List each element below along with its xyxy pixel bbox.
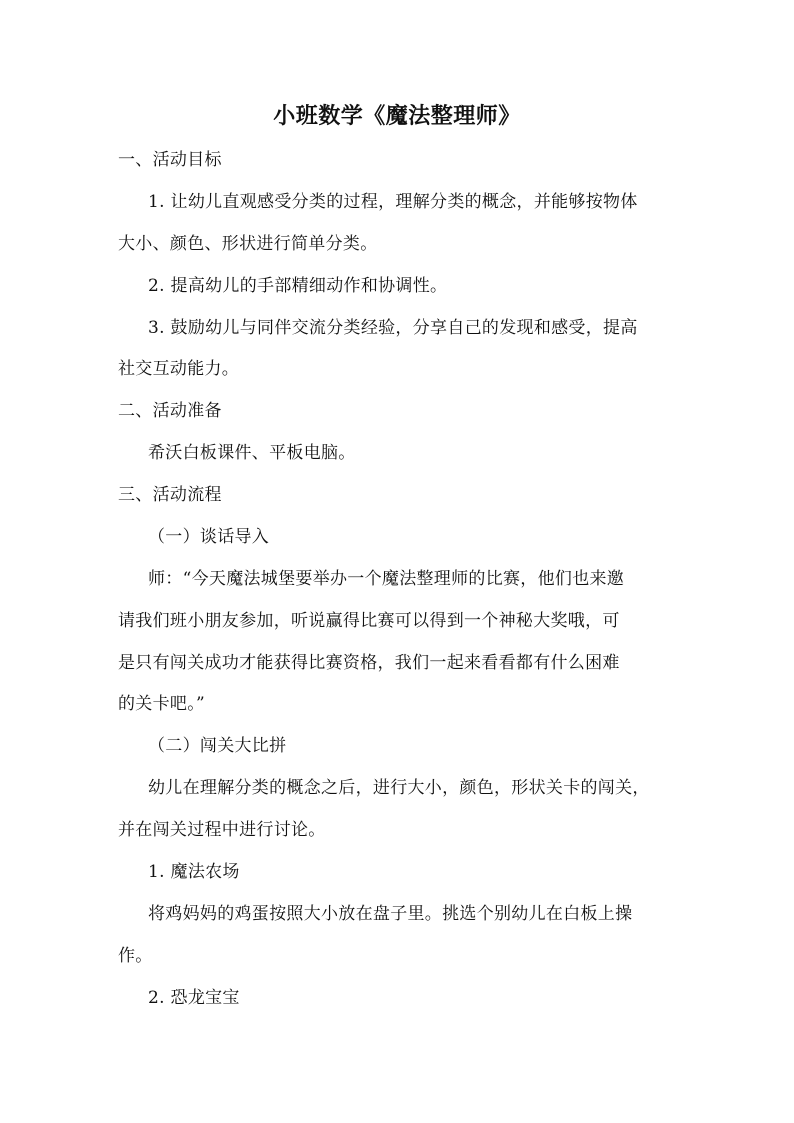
goal-3-line-2: 社交互动能力。 <box>118 359 240 379</box>
heading-activity-preparation: 二、活动准备 <box>118 401 222 421</box>
magic-farm-text-line-1: 将鸡妈妈的鸡蛋按照大小放在盘子里。挑选个别幼儿在白板上操 <box>148 904 633 924</box>
teacher-dialogue-line-2: 请我们班小朋友参加，听说赢得比赛可以得到一个神秘大奖哦，可 <box>118 611 620 631</box>
item-dinosaur-baby: 2. 恐龙宝宝 <box>148 988 240 1008</box>
goal-3-line-1: 3. 鼓励幼儿与同伴交流分类经验，分享自己的发现和感受，提高 <box>148 318 638 338</box>
magic-farm-text-line-2: 作。 <box>118 946 153 966</box>
preparation-text: 希沃白板课件、平板电脑。 <box>148 443 356 463</box>
challenge-text-line-1: 幼儿在理解分类的概念之后，进行大小，颜色，形状关卡的闯关， <box>148 778 650 798</box>
item-magic-farm: 1. 魔法农场 <box>148 862 240 882</box>
heading-activity-goals: 一、活动目标 <box>118 150 222 170</box>
subheading-level-challenge: （二）闯关大比拼 <box>148 736 287 756</box>
goal-1-line-1: 1. 让幼儿直观感受分类的过程，理解分类的概念，并能够按物体 <box>148 192 638 212</box>
heading-activity-process: 三、活动流程 <box>118 485 222 505</box>
teacher-dialogue-line-1: 师：“今天魔法城堡要举办一个魔法整理师的比赛，他们也来邀 <box>148 569 625 589</box>
challenge-text-line-2: 并在闯关过程中进行讨论。 <box>118 820 326 840</box>
goal-2: 2. 提高幼儿的手部精细动作和协调性。 <box>148 276 448 296</box>
document-title: 小班数学《魔法整理师》 <box>273 103 521 129</box>
subheading-conversation-intro: （一）谈话导入 <box>148 527 270 547</box>
goal-1-line-2: 大小、颜色、形状进行简单分类。 <box>118 234 378 254</box>
teacher-dialogue-line-4: 的关卡吧。” <box>118 694 205 714</box>
teacher-dialogue-line-3: 是只有闯关成功才能获得比赛资格，我们一起来看看都有什么困难 <box>118 653 620 673</box>
